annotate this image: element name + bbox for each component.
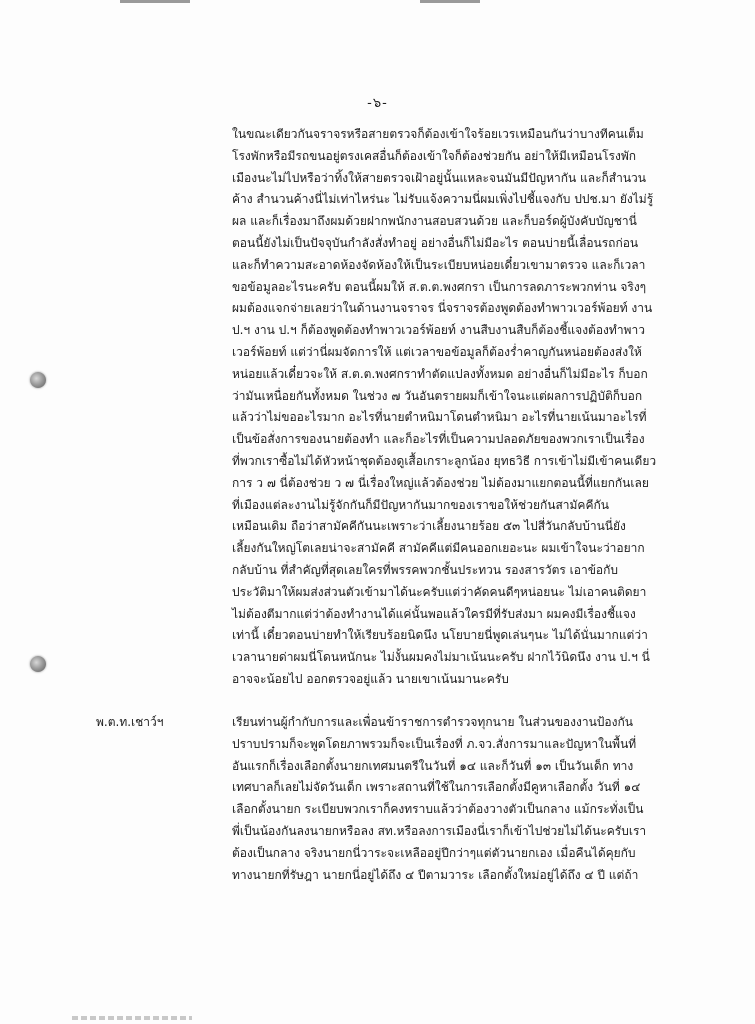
text-line: ที่พวกเราซื้อไม่ได้หัวหน้าชุดต้องดูเสื้อเกราะลูกน้อง ยุทธวิธี การเข้าไม่มีเข้าคนเดียว: [232, 453, 657, 468]
text-line: โรงพักหรือมีรถขนอยู่ตรงเคสอื่นก็ต้องเข้าใจก็ต้องช่วยกัน อย่าให้มีเหมือนโรงพัก: [232, 148, 637, 163]
text-line: อันแรกก็เรื่องเลือกตั้งนายกเทศมนตรีในวันที่ ๑๔ และก็วันที่ ๑๓ เป็นวันเด็ก ทาง: [232, 758, 634, 773]
text-line: ทางนายกที่รัษฎา นายกนี่อยู่ได้ถึง ๔ ปีตามวาระ เลือกตั้งใหม่อยู่ได้ถึง ๔ ปี แต่ถ้า: [232, 867, 639, 882]
text-line: เมืองนะไม่ไปหรือว่าทิ้งให้สายตรวจเฝ้าอยู่นั้นแหละจนมันมีปัญหากัน และก็สำนวน: [232, 170, 646, 185]
text-line: ผมต้องแจกจ่ายเลยว่าในด้านงานจราจร นี่จราจรต้องพูดต้องทำพาวเวอร์พ้อยท์ งาน: [232, 301, 653, 316]
text-line: เวลานายด่าผมนี่โดนหนักนะ ไม่งั้นผมคงไม่มาเน้นนะครับ ฝากไว้นิดนึง งาน ป.ฯ นี่: [232, 650, 650, 665]
text-line: ไม่ต้องตีมากแต่ว่าต้องทำงานได้แค่นั้นพอแล้วใครมีที่รับส่งมา ผมคงมีเรื่องชี้แจง: [232, 606, 636, 621]
text-line: เท่านี้ เดี๋ยวตอนบ่ายทำให้เรียบร้อยนิดนึง นโยบายนี่พูดเล่นๆนะ ไม่ได้นั่นมากแต่ว่า: [232, 628, 648, 643]
binder-hole-icon: [30, 372, 46, 388]
text-line: เป็นข้อสั่งการของนายต้องทำ และก็อะไรที่เป็นความปลอดภัยของพวกเราเป็นเรื่อง: [232, 432, 645, 447]
speaker-label: พ.ต.ท.เชาว์ฯ: [96, 715, 164, 729]
text-line: ว่ามันเหนื่อยกันทั้งหมด ในช่วง ๗ วันอันตรายผมก็เข้าใจนะแต่ผลการปฏิบัติก็บอก: [232, 388, 643, 403]
text-line: ป.ฯ งาน ป.ฯ ก็ต้องพูดต้องทำพาวเวอร์พ้อยท์ งานสืบงานสืบก็ต้องชี้แจงต้องทำพาว: [232, 323, 645, 338]
text-line: ขอข้อมูลอะไรนะครับ ตอนนี้ผมให้ ส.ต.ต.พงศกรา เป็นการลดภาระพวกท่าน จริงๆ: [232, 279, 647, 294]
text-line: และก็ทำความสะอาดห้องจัดห้องให้เป็นระเบียบหน่อยเดี๋ยวเขามาตรวจ และก็เวลา: [232, 257, 646, 272]
text-line: กลับบ้าน ที่สำคัญที่สุดเลยใครที่พรรคพวกชั้นประทวน รองสารวัตร เอาข้อกับ: [232, 562, 619, 577]
text-line: เหมือนเดิม ถือว่าสามัคคีกันนะเพราะว่าเลี้ยงนายร้อย ๕๓ ไปสี่วันกลับบ้านนี่ยัง: [232, 519, 626, 534]
text-line: แล้วว่าไม่ขออะไรมาก อะไรที่นายตำหนิมาโดนตำหนิมา อะไรที่นายเน้นมาอะไรที่: [232, 410, 647, 425]
binder-hole-icon: [30, 656, 46, 672]
text-line: เทศบาลก็เลยไม่จัดวันเด็ก เพราะสถานที่ใช้ในการเลือกตั้งมีคูหาเลือกตั้ง วันที่ ๑๔: [232, 780, 641, 795]
text-line: ประวัติมาให้ผมส่งส่วนตัวเข้ามาได้นะครับแต่ว่าคัดคนดีๆหน่อยนะ ไม่เอาคนติดยา: [232, 584, 647, 599]
text-line: ในขณะเดียวกันจราจรหรือสายตรวจก็ต้องเข้าใจร้อยเวรเหมือนกันว่าบางทีคนเต็ม: [232, 127, 644, 141]
text-line: ตอนนี้ยังไม่เป็นปัจจุบันกำลังสั่งทำอยู่ อย่างอื่นก็ไม่มีอะไร ตอนบ่ายนี้เลื่อนรถก่อน: [232, 235, 639, 250]
scan-artifact-top: [120, 0, 480, 6]
text-line: เลือกตั้งนายก ระเบียบพวกเราก็คงทราบแล้วว่าต้องวางตัวเป็นกลาง แม้กระทั่งเป็น: [232, 802, 644, 817]
text-line: เวอร์พ้อยท์ แต่ว่านี่ผมจัดการให้ แต่เวลาขอข้อมูลก็ต้องร่ำคาญกันหน่อยต้องส่งให้: [232, 344, 642, 359]
text-line: ปราบปรามก็จะพูดโดยภาพรวมก็จะเป็นเรื่องที่ ภ.จว.สั่งการมาและปัญหาในพื้นที่: [232, 736, 637, 751]
text-line: เลี้ยงกันใหญ่โตเลยน่าจะสามัคคี สามัคคีแต่มีคนออกเยอะนะ ผมเข้าใจนะว่าอยาก: [232, 541, 645, 556]
text-line: การ ว ๗ นี่ต้องช่วย ว ๗ นี่เรื่องใหญ่แล้วต้องช่วย ไม่ต้องมาแยกตอนนี้ที่แยกกันเลย: [232, 475, 649, 490]
text-line: ค้าง สำนวนค้างนี่ไม่เท่าไหร่นะ ไม่รับแจ้งความนี่ผมเพิ่งไปชี้แจงกับ ปปช.มา ยังไม่รู้: [232, 192, 654, 207]
scan-artifact-bottom: [72, 1016, 192, 1020]
text-line: พี่เป็นน้องกันลงนายกหรือลง สท.หรือลงการเมืองนี่เราก็เข้าไปช่วยไม่ได้นะครับเรา: [232, 823, 647, 838]
text-line: ต้องเป็นกลาง จริงนายกนี่วาระจะเหลืออยู่ปีกว่าๆแต่ตัวนายกเอง เมื่อคืนได้คุยกับ: [232, 845, 636, 860]
page-number: -๖-: [367, 96, 388, 111]
text-line: ผล และก็เรื่องมาถึงผมด้วยฝากพนักงานสอบสวนด้วย และก็บอร์ดผู้บังคับบัญชานี่: [232, 214, 637, 229]
body-paragraph-2: [232, 712, 646, 886]
body-paragraph-1: [232, 124, 656, 691]
text-line: เรียนท่านผู้กำกับการและเพื่อนข้าราชการตำรวจทุกนาย ในส่วนของงานป้องกัน: [232, 715, 633, 729]
text-line: หน่อยแล้วเดี๋ยวจะให้ ส.ต.ต.พงศกราทำตัดแปลงทั้งหมด อย่างอื่นก็ไม่มีอะไร ก็บอก: [232, 366, 648, 381]
text-line: อาจจะน้อยไป ออกตรวจอยู่แล้ว นายเขาเน้นมานะครับ: [232, 671, 509, 686]
text-line: ที่เมืองแต่ละงานไม่รู้จักกันก็มีปัญหากันมากของเราขอให้ช่วยกันสามัคคีกัน: [232, 497, 609, 512]
